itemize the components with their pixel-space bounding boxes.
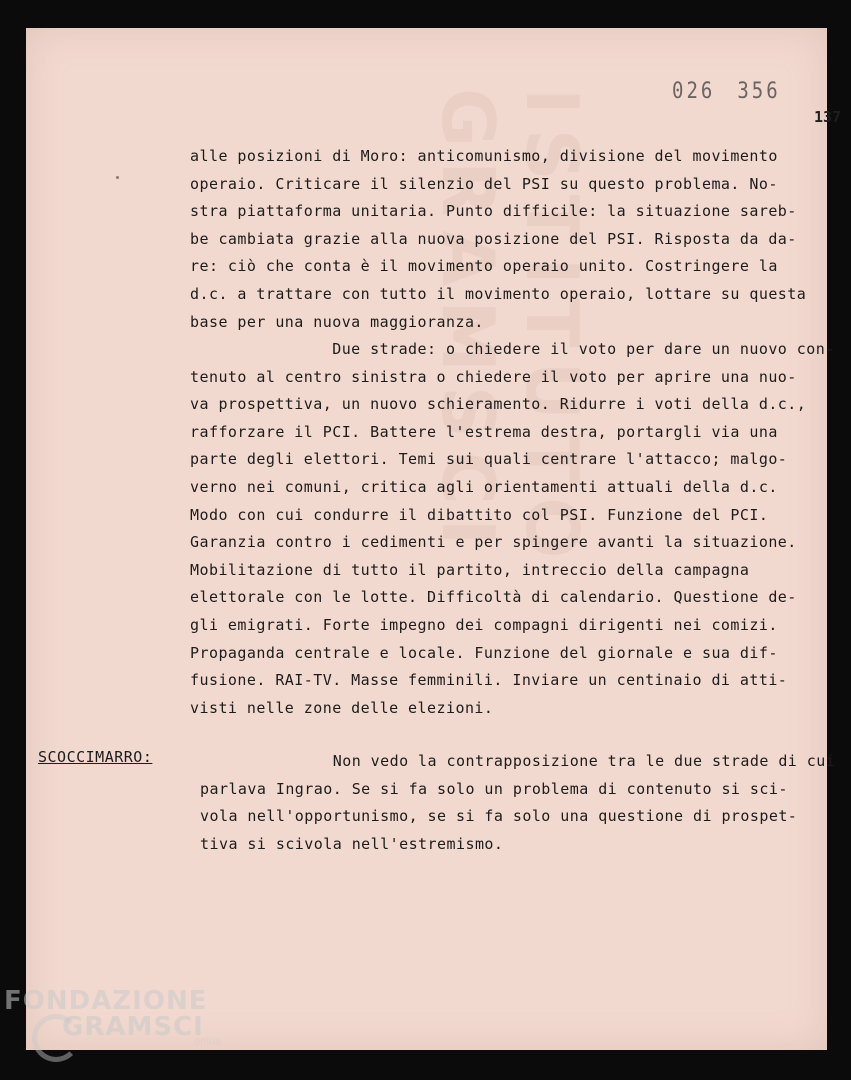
text-line: Due strade: o chiedere il voto per dare un nuovo con- [190, 340, 835, 358]
text-line: be cambiata grazie alla nuova posizione del PSI. Risposta da da- [190, 229, 797, 248]
text-line: parlava Ingrao. Se si fa solo un problema di contenuto si sci- [200, 779, 788, 798]
text-line: alle posizioni di Moro: anticomunismo, divisione del movimento [190, 147, 778, 165]
text-line: parte degli elettori. Temi sui quali centrare l'attacco; malgo- [190, 450, 788, 469]
text-line: Mobilitazione di tutto il partito, intreccio della campagna [190, 560, 750, 579]
text-line: base per una nuova maggioranza. [190, 312, 484, 331]
text-line: elettorale con le lotte. Difficoltà di calendario. Questione de- [190, 588, 797, 607]
logo-line-2: GRAMSCI [62, 1012, 204, 1042]
watermark: ISTITUTO GRAMSCI [426, 88, 594, 573]
folio-part-b: 356 [737, 78, 781, 104]
text-line: vola nell'opportunismo, se si fa solo una questione di prospet- [200, 807, 798, 826]
text-line: re: ciò che conta è il movimento operaio unito. Costringere la [190, 257, 778, 276]
text-line: stra piattaforma unitaria. Punto difficile: la situazione sareb- [190, 202, 797, 221]
logo-line-3: onlus [194, 1036, 221, 1047]
text-line: fusione. RAI-TV. Masse femminili. Inviare un centinaio di atti- [190, 671, 788, 690]
text-line: tenuto al centro sinistra o chiedere il voto per aprire una nuo- [190, 367, 797, 386]
text-line: gli emigrati. Forte impegno dei compagni dirigenti nei comizi. [190, 615, 778, 634]
fondazione-gramsci-logo [4, 986, 221, 1047]
speaker-label: SCOCCIMARRO: [38, 748, 153, 766]
logo-g-mark [32, 1014, 80, 1062]
text-line: Non vedo la contrapposizione tra le due strade di cui [200, 752, 836, 770]
folio-part-a: 026 [672, 78, 716, 104]
paragraph-1 [190, 143, 830, 336]
text-line: Propaganda centrale e locale. Funzione del giornale e sua dif- [190, 643, 778, 662]
text-line: operaio. Criticare il silenzio del PSI su questo problema. No- [190, 174, 778, 193]
text-line: verno nei comuni, critica agli orientamenti attuali della d.c. [190, 477, 778, 496]
text-line: d.c. a trattare con tutto il movimento operaio, lottare su questa [190, 284, 807, 303]
folio-number [672, 78, 803, 103]
paragraph-3 [200, 748, 836, 858]
text-line: Modo con cui condurre il dibattito col PSI. Funzione del PCI. [190, 505, 769, 524]
text-line: va prospettiva, un nuovo schieramento. Ridurre i voti della d.c., [190, 395, 807, 414]
text-line: visti nelle zone delle elezioni. [190, 698, 494, 717]
paragraph-2 [190, 336, 835, 722]
text-line: rafforzare il PCI. Battere l'estrema destra, portargli via una [190, 422, 778, 441]
text-line: Garanzia contro i cedimenti e per spingere avanti la situazione. [190, 533, 797, 552]
text-line: tiva si scivola nell'estremismo. [200, 834, 504, 853]
ink-speck [116, 176, 119, 179]
logo-line-1: FONDAZIONE [4, 986, 208, 1016]
page-number: 137 [814, 108, 842, 126]
